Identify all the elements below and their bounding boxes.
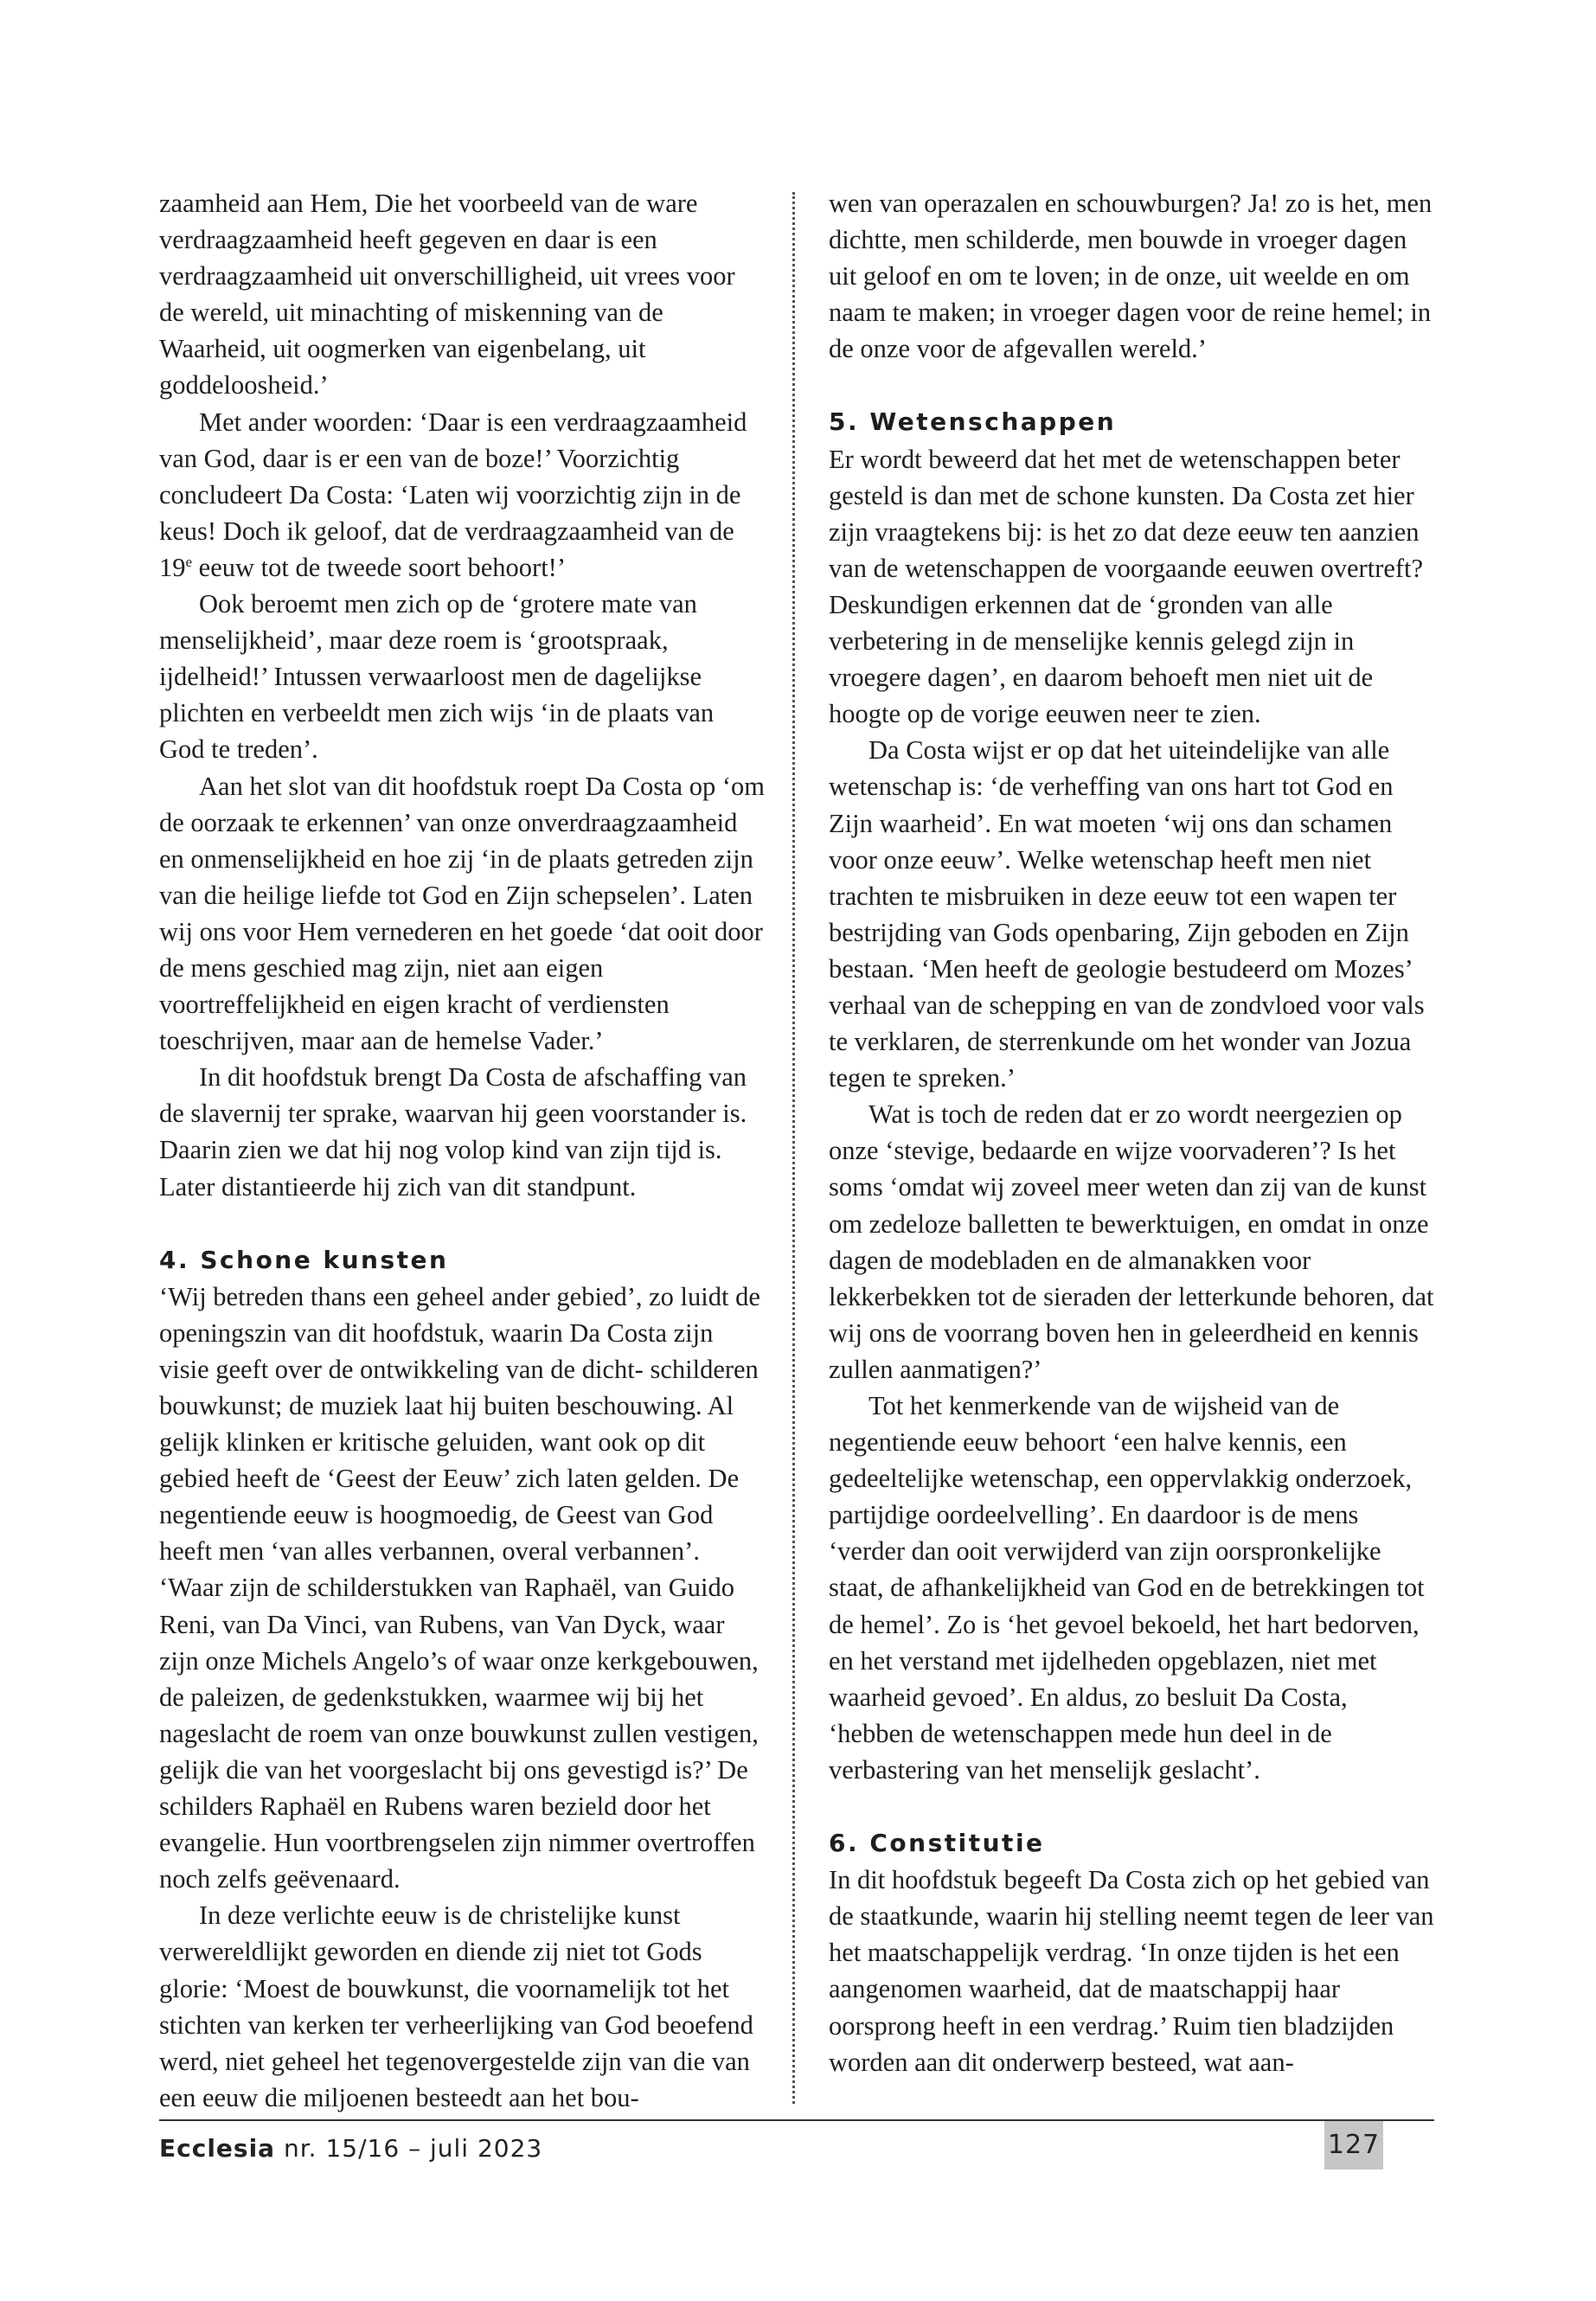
spacer: [829, 367, 1434, 404]
section-heading-schone-kunsten: 4. Schone kunsten: [159, 1245, 449, 1274]
spacer: [829, 1788, 1434, 1825]
paragraph: Tot het kenmerkende van de wijsheid van de negentiende eeuw behoort ‘een halve kennis, een gedeeltelijke wetenschap, een oppervlakkig onderzoek, partijdige oordeelvelling’. En daardoor is de mens ‘verder dan ooit verwijderd van zijn oorspronkelijke staat, de afhankelijkheid van God en de betrekkingen tot de hemel’. Zo is ‘het gevoel bekoeld, het hart bedorven, en het verstand met ijdelheden opgeblazen, niet met waarheid gevoed’. En aldus, zo besluit Da Costa, ‘hebben de wetenschappen mede hun deel in de verbastering van het menselijk geslacht’.: [829, 1391, 1425, 1785]
column-divider: [792, 192, 795, 2104]
paragraph: Wat is toch de reden dat er zo wordt neergezien op onze ‘stevige, bedaarde en wijze voorvaderen’? Is het soms ‘omdat wij zoveel meer weten dan zij van de kunst om zedeloze balletten te bewerktuigen, en omdat in onze dagen de modebladen en de almanakken voor lekkerbekken tot de sieraden der letterkunde behoren, dat wij ons de voorrang boven hen in geleerdheid en kennis zullen aanmatigen?’: [829, 1099, 1434, 1384]
paragraph-text: eeuw tot de tweede soort behoort!’: [192, 552, 566, 582]
right-column: [829, 185, 1434, 2080]
paragraph: zaamheid aan Hem, Die het voorbeeld van de ware verdraagzaamheid heeft gegeven en daar is een verdraagzaamheid uit onverschilligheid, uit vrees voor de wereld, uit minachting of miskenning van de Waarheid, uit oogmerken van eigenbelang, uit goddeloosheid.’: [159, 189, 735, 401]
paragraph: ‘Wij betreden thans een geheel ander gebied’, zo luidt de openingszin van dit hoofdstuk, waarin Da Costa zijn visie geeft over de ontwikkeling van de dicht- schilderen bouwkunst; de muziek laat hij buiten beschouwing. Al gelijk klinken er kritische geluiden, want ook op dit gebied heeft de ‘Geest der Eeuw’ zich laten gelden. De negentiende eeuw is hoogmoedig, de Geest van God heeft men ‘van alles verbannen, overal verbannen’. ‘Waar zijn de schilderstukken van Raphaël, van Guido Reni, van Da Vinci, van Rubens, van Van Dyck, waar zijn onze Michels Angelo’s of waar onze kerkgebouwen, de paleizen, de gedenkstukken, waarmee wij bij het nageslacht de roem van onze bouwkunst zullen vestigen, gelijk die van het voorgeslacht bij ons gevestigd is?’ De schilders Raphaël en Rubens waren bezield door het evangelie. Hun voortbrengselen zijn nimmer overtroffen noch zelfs geëvenaard.: [159, 1281, 760, 1894]
footer-rule: [159, 2119, 1434, 2121]
paragraph: Da Costa wijst er op dat het uiteindelijke van alle wetenschap is: ‘de verheffing van ons hart tot God en Zijn waarheid’. En wat moeten ‘wij ons dan schamen voor onze eeuw’. Welke wetenschap heeft men niet trachten te misbruiken in deze eeuw tot een wapen ter bestrijding van Gods openbaring, Zijn geboden en Zijn bestaan. ‘Men heeft de geologie bestudeerd om Mozes’ verhaal van de schepping en van de zondvloed voor vals te verklaren, de sterrenkunde om het wonder van Jozua tegen te spreken.’: [829, 735, 1425, 1093]
left-column: [159, 185, 765, 2116]
paragraph: In deze verlichte eeuw is de christelijke kunst verwereldlijkt geworden en diende zij niet tot Gods glorie: ‘Moest de bouwkunst, die voornamelijk tot het stichten van kerken ter verheerlijking van God beoefend werd, niet geheel het tegenovergestelde zijn van die van een eeuw die miljoenen besteedt aan het bou-: [159, 1900, 753, 2112]
paragraph: Aan het slot van dit hoofdstuk roept Da Costa op ‘om de oorzaak te erkennen’ van onze onverdraagzaamheid en onmenselijkheid en hoe zij ‘in de plaats getreden zijn van die heilige liefde tot God en Zijn schepselen’. Laten wij ons voor Hem vernederen en het goede ‘dat ooit door de mens geschied mag zijn, niet aan eigen voortreffelijkheid en eigen kracht of verdiensten toeschrijven, maar aan de hemelse Vader.’: [159, 771, 765, 1056]
paragraph: Ook beroemt men zich op de ‘grotere mate van menselijkheid’, maar deze roem is ‘grootspraak, ijdelheid!’ Intussen verwaarloost men de dagelijkse plichten en verbeeldt men zich wijs ‘in de plaats van God te treden’.: [159, 589, 715, 765]
paragraph: wen van operazalen en schouwburgen? Ja! zo is het, men dichtte, men schilderde, men bouwde in vroeger dagen uit geloof en om te loven; in de onze, uit weelde en om naam te maken; in vroeger dagen voor de reine hemel; in de onze voor de afgevallen wereld.’: [829, 189, 1433, 364]
issue-info: nr. 15/16 – juli 2023: [283, 2134, 543, 2163]
section-heading-wetenschappen: 5. Wetenschappen: [829, 407, 1117, 437]
paragraph: In dit hoofdstuk begeeft Da Costa zich op het gebied van de staatkunde, waarin hij stelling neemt tegen de leer van het maatschappelijk verdrag. ‘In onze tijden is het een aangenomen waarheid, dat de maatschappij haar oorsprong heeft in een verdrag.’ Ruim tien bladzijden worden aan dit onderwerp besteed, wat aan-: [829, 1865, 1434, 2077]
footer-citation: [159, 2128, 542, 2170]
superscript: e: [185, 553, 193, 570]
paragraph: Er wordt beweerd dat het met de wetenschappen beter gesteld is dan met de schone kunsten. Da Costa zet hier zijn vraagtekens bij: is het zo dat deze eeuw ten aanzien van de wetenschappen de voorgaande eeuwen overtreft? Deskundigen erkennen dat de ‘gronden van alle verbetering in de menselijke kennis gelegd zijn in vroegere dagen’, en daarom behoeft men niet uit de hoogte op de vorige eeuwen neer te zien.: [829, 444, 1424, 729]
spacer: [159, 1205, 765, 1242]
page-number: 127: [1324, 2121, 1383, 2170]
paragraph: In dit hoofdstuk brengt Da Costa de afschaffing van de slavernij ter sprake, waarvan hij geen voorstander is. Daarin zien we dat hij nog volop kind van zijn tijd is. Later distantieerde hij zich van dit standpunt.: [159, 1062, 747, 1202]
paragraph: [159, 404, 765, 586]
section-heading-constitutie: 6. Constitutie: [829, 1829, 1045, 1858]
journal-name: Ecclesia: [159, 2134, 276, 2163]
paragraph-text: Met ander woorden: ‘Daar is een verdraagzaamheid van God, daar is er een van de boze!’ Voorzichtig concludeert Da Costa: ‘Laten wij voorzichtig zijn in de keus! Doch ik geloof, dat de verdraagzaamheid van de 19: [159, 407, 747, 582]
